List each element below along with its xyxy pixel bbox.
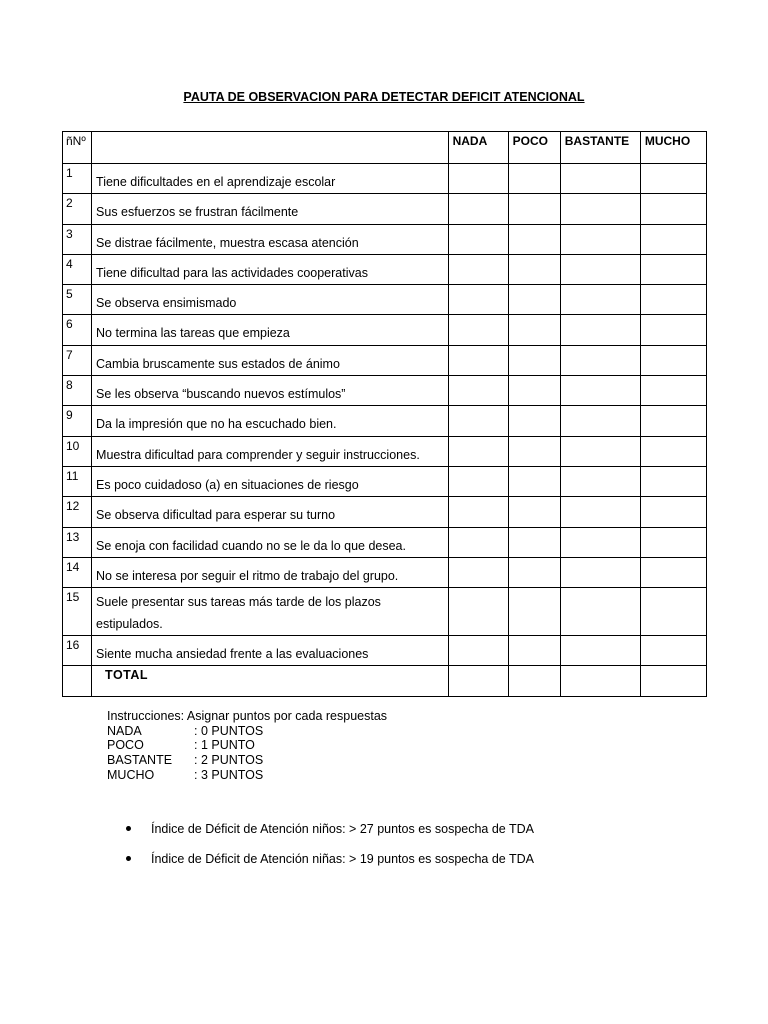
header-bastante-cell xyxy=(560,132,640,164)
row-item-text: Siente mucha ansiedad frente a las evaluaciones xyxy=(96,647,369,662)
row-number: 16 xyxy=(66,638,80,653)
mucho-cell[interactable] xyxy=(640,436,706,466)
mucho-cell[interactable] xyxy=(640,557,706,587)
header-poco: POCO xyxy=(512,134,548,148)
poco-cell[interactable] xyxy=(508,376,560,406)
mucho-cell[interactable] xyxy=(640,315,706,345)
poco-cell[interactable] xyxy=(508,406,560,436)
scoring-label: NADA xyxy=(107,723,142,738)
row-num-cell xyxy=(63,466,92,496)
mucho-cell[interactable] xyxy=(640,406,706,436)
poco-cell[interactable] xyxy=(508,497,560,527)
row-num-cell xyxy=(63,376,92,406)
scoring-list xyxy=(107,724,387,783)
bullet-icon xyxy=(126,856,131,861)
bastante-cell[interactable] xyxy=(560,588,640,636)
row-number: 11 xyxy=(66,468,79,483)
table-row xyxy=(63,527,707,557)
total-bastante-cell[interactable] xyxy=(560,666,640,697)
poco-cell[interactable] xyxy=(508,588,560,636)
row-number: 3 xyxy=(66,226,73,241)
observation-table xyxy=(62,131,707,697)
poco-cell[interactable] xyxy=(508,557,560,587)
mucho-cell[interactable] xyxy=(640,254,706,284)
poco-cell[interactable] xyxy=(508,466,560,496)
document-title: PAUTA DE OBSERVACION PARA DETECTAR DEFICIT ATENCIONAL xyxy=(183,90,585,104)
row-number: 15 xyxy=(66,590,80,605)
nada-cell[interactable] xyxy=(448,636,508,666)
total-label-cell xyxy=(92,666,449,697)
row-num-cell xyxy=(63,527,92,557)
mucho-cell[interactable] xyxy=(640,224,706,254)
row-number: 14 xyxy=(66,559,80,574)
mucho-cell[interactable] xyxy=(640,164,706,194)
row-num-cell xyxy=(63,636,92,666)
row-item-cell xyxy=(92,527,449,557)
table-row xyxy=(63,466,707,496)
bastante-cell[interactable] xyxy=(560,527,640,557)
table-row xyxy=(63,636,707,666)
row-item-text: Cambia bruscamente sus estados de ánimo xyxy=(96,356,340,371)
total-num-cell xyxy=(63,666,92,697)
bastante-cell[interactable] xyxy=(560,497,640,527)
row-number: 6 xyxy=(66,317,73,332)
row-number: 7 xyxy=(66,347,73,362)
row-number: 4 xyxy=(66,256,73,271)
row-item-text: Suele presentar sus tareas más tarde de los plazos estipulados. xyxy=(96,595,381,632)
row-number: 13 xyxy=(66,529,80,544)
nada-cell[interactable] xyxy=(448,588,508,636)
nada-cell[interactable] xyxy=(448,527,508,557)
note-item xyxy=(118,852,534,866)
table-row xyxy=(63,315,707,345)
row-number: 1 xyxy=(66,166,73,180)
scoring-row xyxy=(107,724,387,739)
bastante-cell[interactable] xyxy=(560,285,640,315)
row-item-cell xyxy=(92,436,449,466)
row-item-cell xyxy=(92,466,449,496)
poco-cell[interactable] xyxy=(508,194,560,224)
scoring-row xyxy=(107,768,387,783)
poco-cell[interactable] xyxy=(508,315,560,345)
bastante-cell[interactable] xyxy=(560,194,640,224)
bastante-cell[interactable] xyxy=(560,466,640,496)
poco-cell[interactable] xyxy=(508,636,560,666)
poco-cell[interactable] xyxy=(508,345,560,375)
total-poco-cell[interactable] xyxy=(508,666,560,697)
mucho-cell[interactable] xyxy=(640,376,706,406)
row-item-text: Se enoja con facilidad cuando no se le da lo que desea. xyxy=(96,538,406,553)
table-row xyxy=(63,164,707,194)
mucho-cell[interactable] xyxy=(640,497,706,527)
table-row xyxy=(63,436,707,466)
bastante-cell[interactable] xyxy=(560,254,640,284)
nada-cell[interactable] xyxy=(448,224,508,254)
row-num-cell xyxy=(63,164,92,194)
scoring-value: : 3 PUNTOS xyxy=(194,767,264,782)
scoring-row xyxy=(107,753,387,768)
header-num-cell xyxy=(63,132,92,164)
header-poco-cell xyxy=(508,132,560,164)
row-num-cell xyxy=(63,254,92,284)
row-item-cell xyxy=(92,285,449,315)
row-item-cell xyxy=(92,497,449,527)
row-item-cell xyxy=(92,376,449,406)
header-mucho: MUCHO xyxy=(644,134,691,148)
scoring-row xyxy=(107,738,387,753)
bastante-cell[interactable] xyxy=(560,224,640,254)
row-item-text: Muestra dificultad para comprender y seguir instrucciones. xyxy=(96,447,420,462)
bastante-cell[interactable] xyxy=(560,436,640,466)
nada-cell[interactable] xyxy=(448,557,508,587)
row-item-text: Da la impresión que no ha escuchado bien. xyxy=(96,417,337,432)
header-nada: NADA xyxy=(452,134,488,148)
table-row xyxy=(63,224,707,254)
row-item-cell xyxy=(92,315,449,345)
row-num-cell xyxy=(63,406,92,436)
nada-cell[interactable] xyxy=(448,436,508,466)
header-nada-cell xyxy=(448,132,508,164)
total-label: TOTAL xyxy=(105,668,149,683)
total-row xyxy=(63,666,707,697)
poco-cell[interactable] xyxy=(508,436,560,466)
row-item-text: Se distrae fácilmente, muestra escasa atención xyxy=(96,235,359,250)
scoring-label: BASTANTE xyxy=(107,753,173,768)
scoring-label: POCO xyxy=(107,738,144,753)
table-row xyxy=(63,194,707,224)
header-num: ñNº xyxy=(66,134,86,148)
row-num-cell xyxy=(63,224,92,254)
table-row xyxy=(63,406,707,436)
row-num-cell xyxy=(63,557,92,587)
row-item-text: No se interesa por seguir el ritmo de trabajo del grupo. xyxy=(96,568,399,583)
row-num-cell xyxy=(63,436,92,466)
mucho-cell[interactable] xyxy=(640,194,706,224)
scoring-value: : 1 PUNTO xyxy=(194,738,255,753)
nada-cell[interactable] xyxy=(448,315,508,345)
scoring-value: : 0 PUNTOS xyxy=(194,723,264,738)
mucho-cell[interactable] xyxy=(640,527,706,557)
nada-cell[interactable] xyxy=(448,254,508,284)
nada-cell[interactable] xyxy=(448,406,508,436)
note-text: Índice de Déficit de Atención niñas: > 19 puntos es sospecha de TDA xyxy=(151,852,535,866)
row-item-cell xyxy=(92,557,449,587)
nada-cell[interactable] xyxy=(448,285,508,315)
row-number: 8 xyxy=(66,378,73,393)
row-item-cell xyxy=(92,254,449,284)
instructions-block xyxy=(107,709,387,783)
table-row xyxy=(63,497,707,527)
note-text: Índice de Déficit de Atención niños: > 27 puntos es sospecha de TDA xyxy=(151,822,535,836)
row-number: 5 xyxy=(66,287,73,302)
row-item-cell xyxy=(92,406,449,436)
table-row xyxy=(63,557,707,587)
scoring-value: : 2 PUNTOS xyxy=(194,753,264,768)
row-num-cell xyxy=(63,315,92,345)
nada-cell[interactable] xyxy=(448,376,508,406)
nada-cell[interactable] xyxy=(448,194,508,224)
note-item xyxy=(118,822,534,836)
row-item-text: Sus esfuerzos se frustran fácilmente xyxy=(96,205,299,220)
instructions-heading: Instrucciones: Asignar puntos por cada respuestas xyxy=(107,709,388,723)
row-item-cell xyxy=(92,194,449,224)
total-mucho-cell[interactable] xyxy=(640,666,706,697)
row-num-cell xyxy=(63,345,92,375)
row-item-text: Se observa dificultad para esperar su turno xyxy=(96,508,336,523)
poco-cell[interactable] xyxy=(508,224,560,254)
row-item-cell xyxy=(92,224,449,254)
row-number: 10 xyxy=(66,438,80,453)
table-row xyxy=(63,376,707,406)
row-num-cell xyxy=(63,497,92,527)
row-item-text: Es poco cuidadoso (a) en situaciones de riesgo xyxy=(96,477,359,492)
row-item-cell xyxy=(92,164,449,194)
scoring-label: MUCHO xyxy=(107,767,155,782)
poco-cell[interactable] xyxy=(508,254,560,284)
row-number: 2 xyxy=(66,196,73,211)
row-item-text: No termina las tareas que empieza xyxy=(96,326,290,341)
bastante-cell[interactable] xyxy=(560,376,640,406)
bastante-cell[interactable] xyxy=(560,345,640,375)
row-num-cell xyxy=(63,588,92,636)
table-row xyxy=(63,254,707,284)
row-item-text: Tiene dificultad para las actividades cooperativas xyxy=(96,265,368,280)
row-item-cell xyxy=(92,636,449,666)
row-item-cell xyxy=(92,345,449,375)
header-item-cell xyxy=(92,132,449,164)
row-item-cell xyxy=(92,588,449,636)
table-row xyxy=(63,588,707,636)
row-item-text: Tiene dificultades en el aprendizaje escolar xyxy=(96,175,336,189)
nada-cell[interactable] xyxy=(448,466,508,496)
table-header-row xyxy=(63,132,707,164)
poco-cell[interactable] xyxy=(508,527,560,557)
bastante-cell[interactable] xyxy=(560,636,640,666)
bullet-icon xyxy=(126,826,131,831)
row-num-cell xyxy=(63,194,92,224)
row-num-cell xyxy=(63,285,92,315)
table-row xyxy=(63,345,707,375)
bastante-cell[interactable] xyxy=(560,406,640,436)
header-mucho-cell xyxy=(640,132,706,164)
row-number: 12 xyxy=(66,499,80,514)
bastante-cell[interactable] xyxy=(560,315,640,345)
nada-cell[interactable] xyxy=(448,345,508,375)
bastante-cell[interactable] xyxy=(560,557,640,587)
poco-cell[interactable] xyxy=(508,285,560,315)
mucho-cell[interactable] xyxy=(640,466,706,496)
row-number: 9 xyxy=(66,408,73,423)
header-bastante: BASTANTE xyxy=(564,134,630,148)
nada-cell[interactable] xyxy=(448,497,508,527)
header-item xyxy=(92,132,448,134)
poco-cell[interactable] xyxy=(508,164,560,194)
mucho-cell[interactable] xyxy=(640,345,706,375)
table-row xyxy=(63,285,707,315)
notes-list xyxy=(118,822,534,882)
mucho-cell[interactable] xyxy=(640,636,706,666)
row-item-text: Se les observa “buscando nuevos estímulos” xyxy=(96,387,346,402)
bastante-cell[interactable] xyxy=(560,164,640,194)
nada-cell[interactable] xyxy=(448,164,508,194)
total-nada-cell[interactable] xyxy=(448,666,508,697)
mucho-cell[interactable] xyxy=(640,285,706,315)
mucho-cell[interactable] xyxy=(640,588,706,636)
row-item-text: Se observa ensimismado xyxy=(96,296,237,311)
